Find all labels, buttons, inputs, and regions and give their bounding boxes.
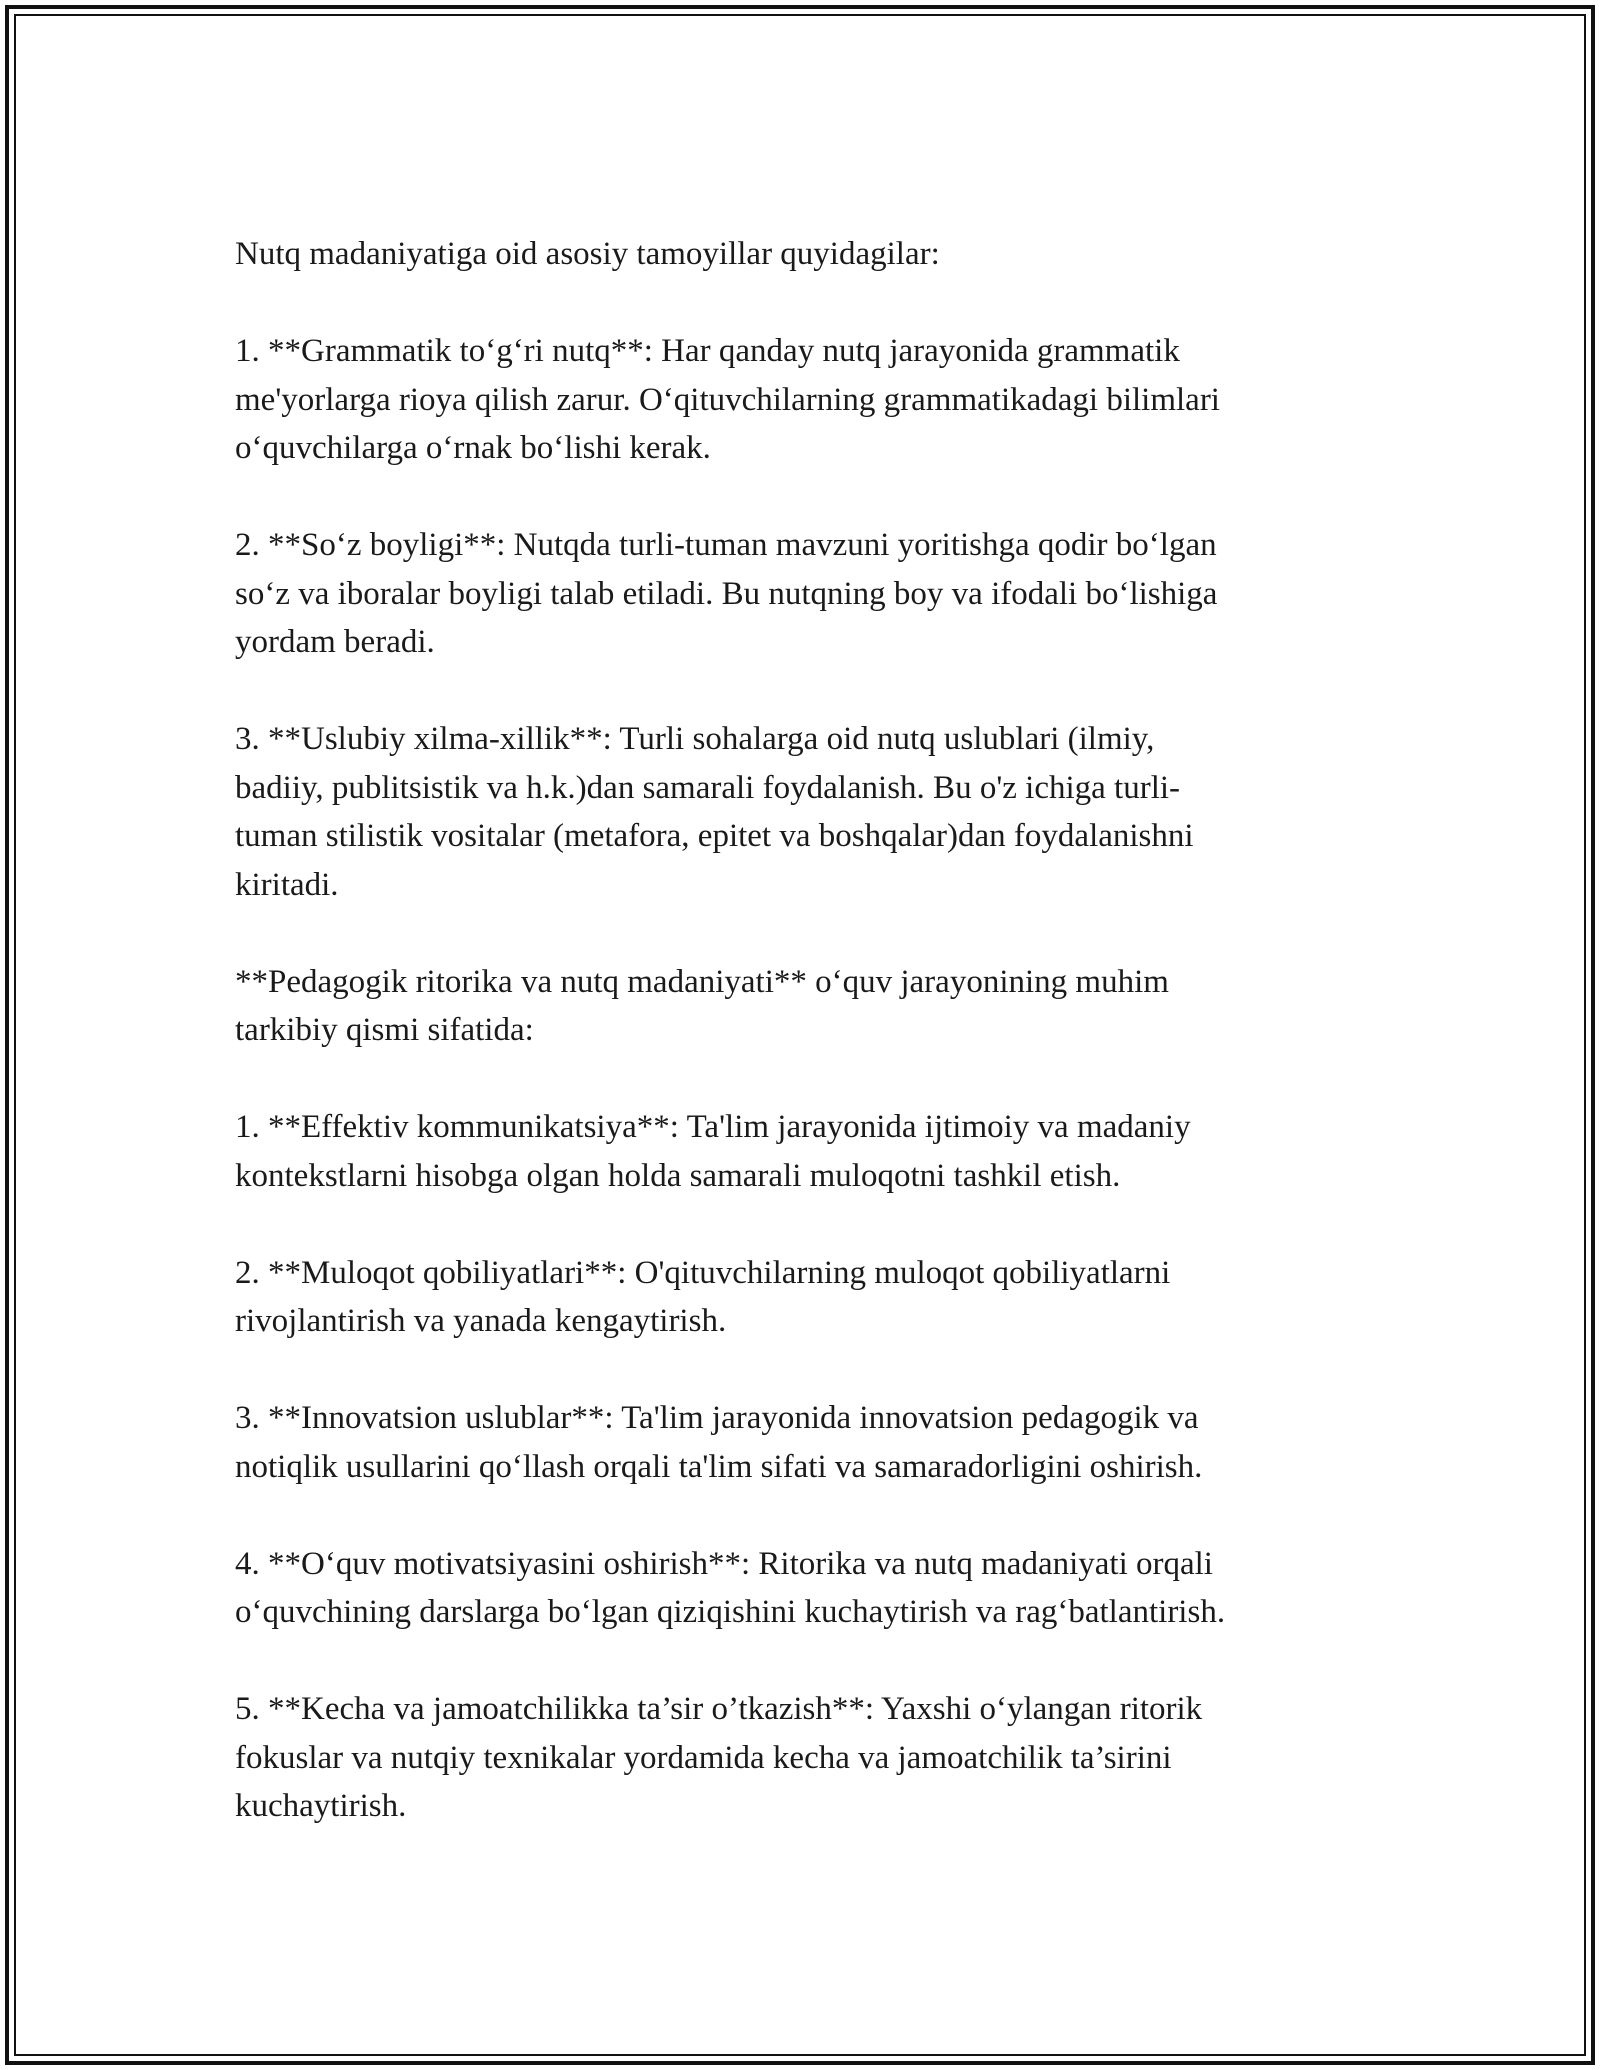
item-effective-communication: 1. **Effektiv kommunikatsiya**: Ta'lim jarayonida ijtimoiy va madaniy kontekstlarni hisobga olgan holda samarali muloqotni tashkil etish.	[235, 1109, 1191, 1194]
principle-vocabulary-richness: 2. **So‘z boyligi**: Nutqda turli-tuman mavzuni yoritishga qodir bo‘lgan so‘z va iboralar boyligi talab etiladi. Bu nutqning boy va ifodali bo‘lishiga yordam beradi.	[235, 527, 1218, 660]
intro-paragraph: Nutq madaniyatiga oid asosiy tamoyillar quyidagilar:	[235, 236, 940, 272]
principle-grammatical-correctness: 1. **Grammatik to‘g‘ri nutq**: Har qanday nutq jarayonida grammatik me'yorlarga rioya qilish zarur. O‘qituvchilarning grammatikadagi bilimlari o‘quvchilarga o‘rnak bo‘lishi kerak.	[235, 333, 1220, 466]
item-communication-skills: 2. **Muloqot qobiliyatlari**: O'qituvchilarning muloqot qobiliyatlarni rivojlantirish va yanada kengaytirish.	[235, 1254, 1171, 1339]
document-body	[235, 230, 1375, 1831]
item-learning-motivation: 4. **O‘quv motivatsiyasini oshirish**: Ritorika va nutq madaniyati orqali o‘quvchining darslarga bo‘lgan qiziqishini kuchaytirish va rag‘batlantirish.	[235, 1545, 1226, 1630]
item-public-influence: 5. **Kecha va jamoatchilikka ta’sir o’tkazish**: Yaxshi o‘ylangan ritorik fokuslar va nutqiy texnikalar yordamida kecha va jamoatchilik ta’sirini kuchaytirish.	[235, 1691, 1203, 1824]
principle-stylistic-variety: 3. **Uslubiy xilma-xillik**: Turli sohalarga oid nutq uslublari (ilmiy, badiiy, publitsistik va h.k.)dan samarali foydalanish. Bu o'z ichiga turli- tuman stilistik vositalar (metafora, epitet va boshqalar)dan foydalanishni kiritadi.	[235, 721, 1194, 903]
item-innovative-methods: 3. **Innovatsion uslublar**: Ta'lim jarayonida innovatsion pedagogik va notiqlik usullarini qo‘llash orqali ta'lim sifati va samaradorligini oshirish.	[235, 1400, 1203, 1485]
section-pedagogical-rhetoric-heading: **Pedagogik ritorika va nutq madaniyati** o‘quv jarayonining muhim tarkibiy qismi sifatida:	[235, 963, 1169, 1048]
